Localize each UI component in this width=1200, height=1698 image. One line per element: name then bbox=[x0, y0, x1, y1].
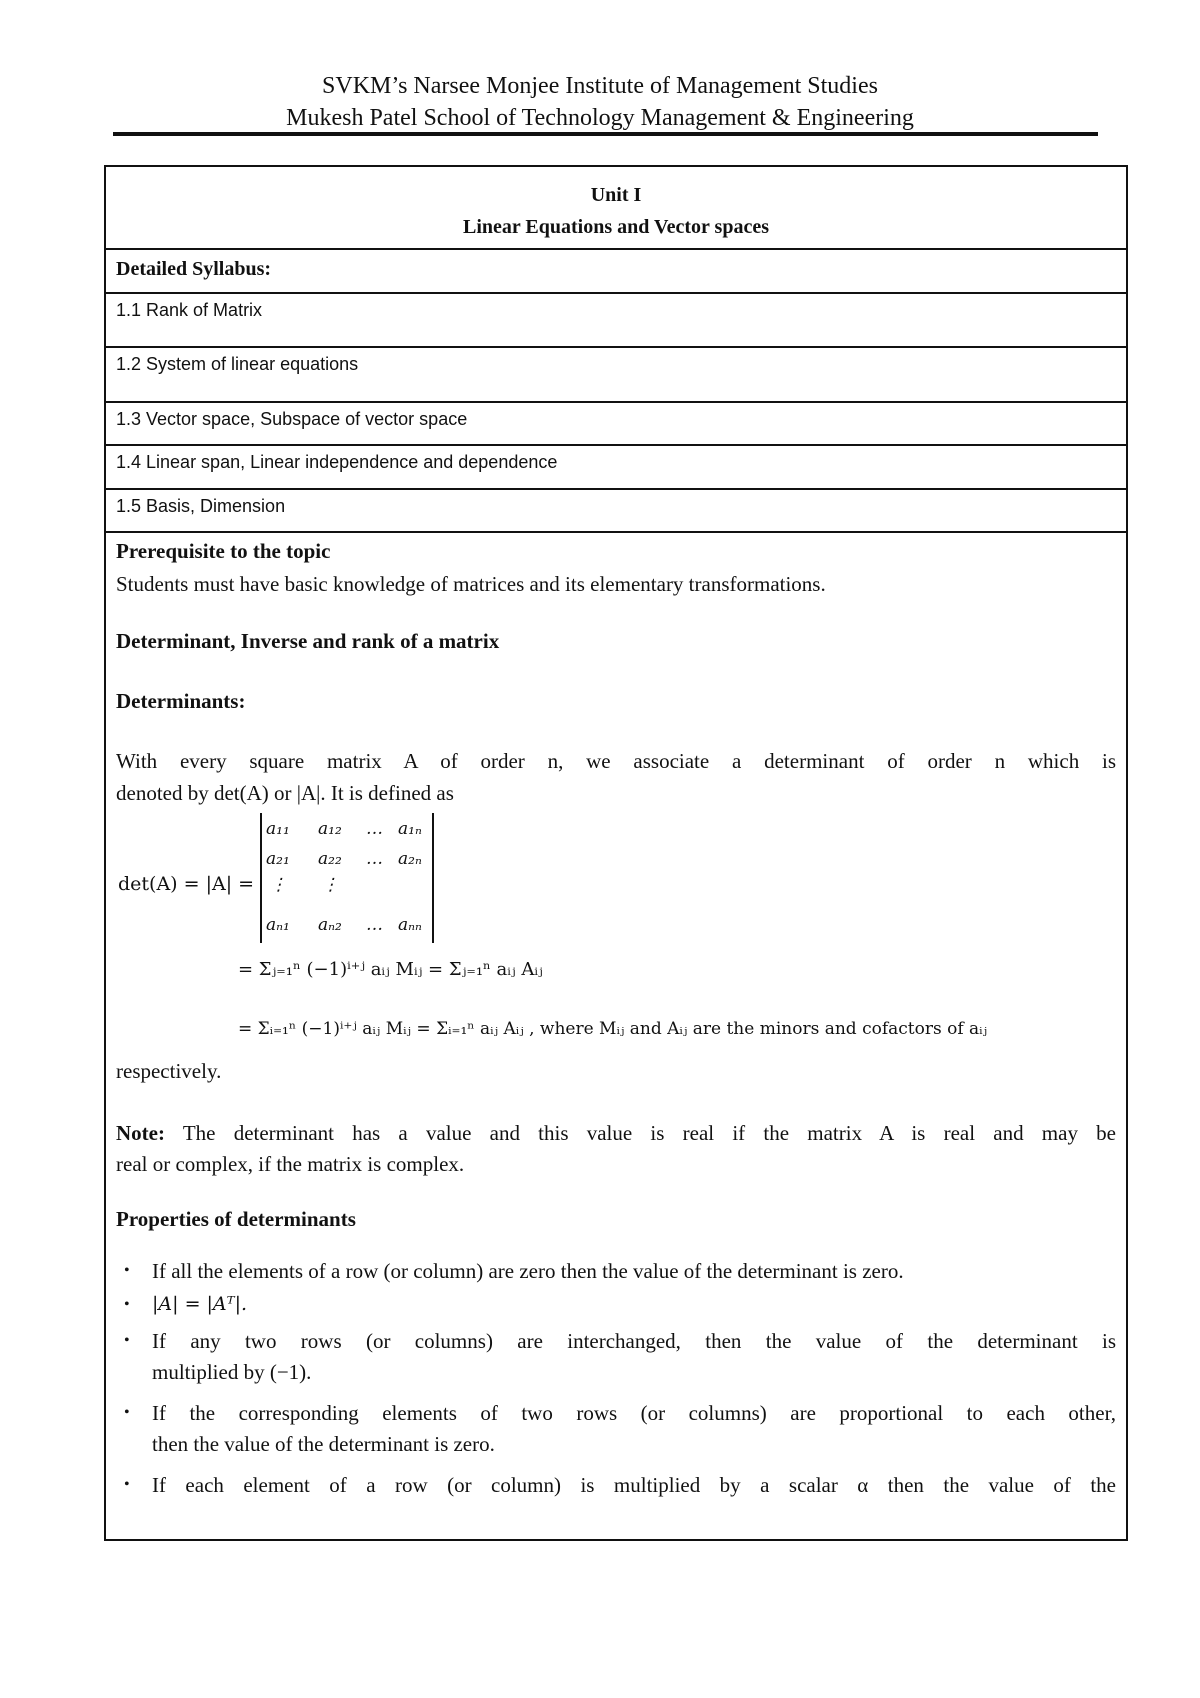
property-line: If the corresponding elements of two rows (or columns) are proportional to each other, bbox=[152, 1401, 1116, 1425]
unit-title-row bbox=[106, 167, 1126, 250]
note-line-2: real or complex, if the matrix is complex. bbox=[116, 1152, 465, 1176]
institute-name: SVKM’s Narsee Monjee Institute of Management Studies bbox=[322, 73, 878, 99]
cofactor-expansion-column: = Σᵢ₌₁ⁿ (−1)ⁱ⁺ʲ aᵢⱼ Mᵢⱼ = Σᵢ₌₁ⁿ aᵢⱼ Aᵢⱼ , where Mᵢⱼ and Aᵢⱼ are the minors and cofactors of aᵢⱼ bbox=[238, 1019, 988, 1039]
definition-line-2: denoted by det(A) or |A|. It is defined as bbox=[116, 781, 454, 805]
matrix-entry: a₂ₙ bbox=[398, 849, 422, 869]
syllabus-item: 1.5 Basis, Dimension bbox=[106, 490, 1126, 533]
cofactor-expansion-row: = Σⱼ₌₁ⁿ (−1)ⁱ⁺ʲ aᵢⱼ Mᵢⱼ = Σⱼ₌₁ⁿ aᵢⱼ Aᵢⱼ bbox=[238, 959, 543, 980]
note-line-1 bbox=[116, 1121, 1116, 1146]
prereq-heading: Prerequisite to the topic bbox=[116, 539, 331, 563]
note-text: The determinant has a value and this value is real if the matrix A is real and may be bbox=[182, 1121, 1116, 1145]
school-name: Mukesh Patel School of Technology Management & Engineering bbox=[286, 105, 914, 131]
prereq-text: Students must have basic knowledge of matrices and its elementary transformations. bbox=[116, 572, 826, 596]
equation-lhs: det(A) = |A| = bbox=[118, 873, 255, 895]
matrix-entry: aₙ₂ bbox=[318, 915, 342, 935]
property-item bbox=[116, 1329, 1116, 1393]
property-line: then the value of the determinant is zero. bbox=[152, 1432, 495, 1456]
respectively-text: respectively. bbox=[116, 1059, 222, 1083]
bullet: • bbox=[124, 1404, 130, 1421]
property-line: If all the elements of a row (or column) are zero then the value of the determinant is zero. bbox=[152, 1259, 904, 1283]
syllabus-item: 1.3 Vector space, Subspace of vector space bbox=[106, 403, 1126, 446]
property-line: |A| = |Aᵀ|. bbox=[152, 1293, 248, 1315]
syllabus-frame bbox=[104, 165, 1128, 1541]
property-item bbox=[116, 1293, 1116, 1323]
matrix-entry: a₂₁ bbox=[266, 849, 290, 869]
syllabus-item: 1.1 Rank of Matrix bbox=[106, 294, 1126, 348]
unit-subtitle: Linear Equations and Vector spaces bbox=[463, 216, 769, 238]
syllabus-item: 1.2 System of linear equations bbox=[106, 348, 1126, 403]
determinant-matrix bbox=[260, 813, 434, 943]
matrix-entry: a₂₂ bbox=[318, 849, 342, 869]
bullet: • bbox=[124, 1262, 130, 1279]
matrix-entry: a₁ₙ bbox=[398, 819, 422, 839]
determinants-heading: Determinants: bbox=[116, 689, 246, 713]
bullet: • bbox=[124, 1332, 130, 1349]
matrix-entry: … bbox=[366, 819, 383, 839]
property-item bbox=[116, 1473, 1116, 1505]
property-line: If each element of a row (or column) is multiplied by a scalar α then the value of the bbox=[152, 1473, 1116, 1497]
content-body bbox=[116, 533, 1116, 1533]
properties-heading: Properties of determinants bbox=[116, 1207, 356, 1231]
syllabus-item: 1.4 Linear span, Linear independence and dependence bbox=[106, 446, 1126, 490]
property-item bbox=[116, 1259, 1116, 1289]
matrix-entry: ⋮ bbox=[270, 875, 287, 895]
unit-title: Unit I bbox=[590, 184, 642, 206]
bullet: • bbox=[124, 1476, 130, 1493]
property-item bbox=[116, 1401, 1116, 1465]
matrix-entry: … bbox=[366, 849, 383, 869]
section-heading: Determinant, Inverse and rank of a matrix bbox=[116, 629, 500, 653]
matrix-entry: a₁₁ bbox=[266, 819, 290, 839]
header-rule bbox=[113, 132, 1098, 136]
note-label: Note: bbox=[116, 1121, 165, 1145]
document-header bbox=[0, 70, 1200, 134]
matrix-entry: ⋮ bbox=[322, 875, 339, 895]
matrix-entry: … bbox=[366, 915, 383, 935]
matrix-entry: aₙₙ bbox=[398, 915, 422, 935]
property-line: multiplied by (−1). bbox=[152, 1360, 312, 1384]
matrix-entry: aₙ₁ bbox=[266, 915, 290, 935]
syllabus-heading: Detailed Syllabus: bbox=[106, 250, 1126, 294]
definition-line-1: With every square matrix A of order n, we associate a determinant of order n which is bbox=[116, 749, 1116, 773]
property-line: If any two rows (or columns) are interchanged, then the value of the determinant is bbox=[152, 1329, 1116, 1353]
matrix-grid bbox=[266, 819, 432, 939]
matrix-entry: a₁₂ bbox=[318, 819, 342, 839]
bullet: • bbox=[124, 1296, 130, 1313]
